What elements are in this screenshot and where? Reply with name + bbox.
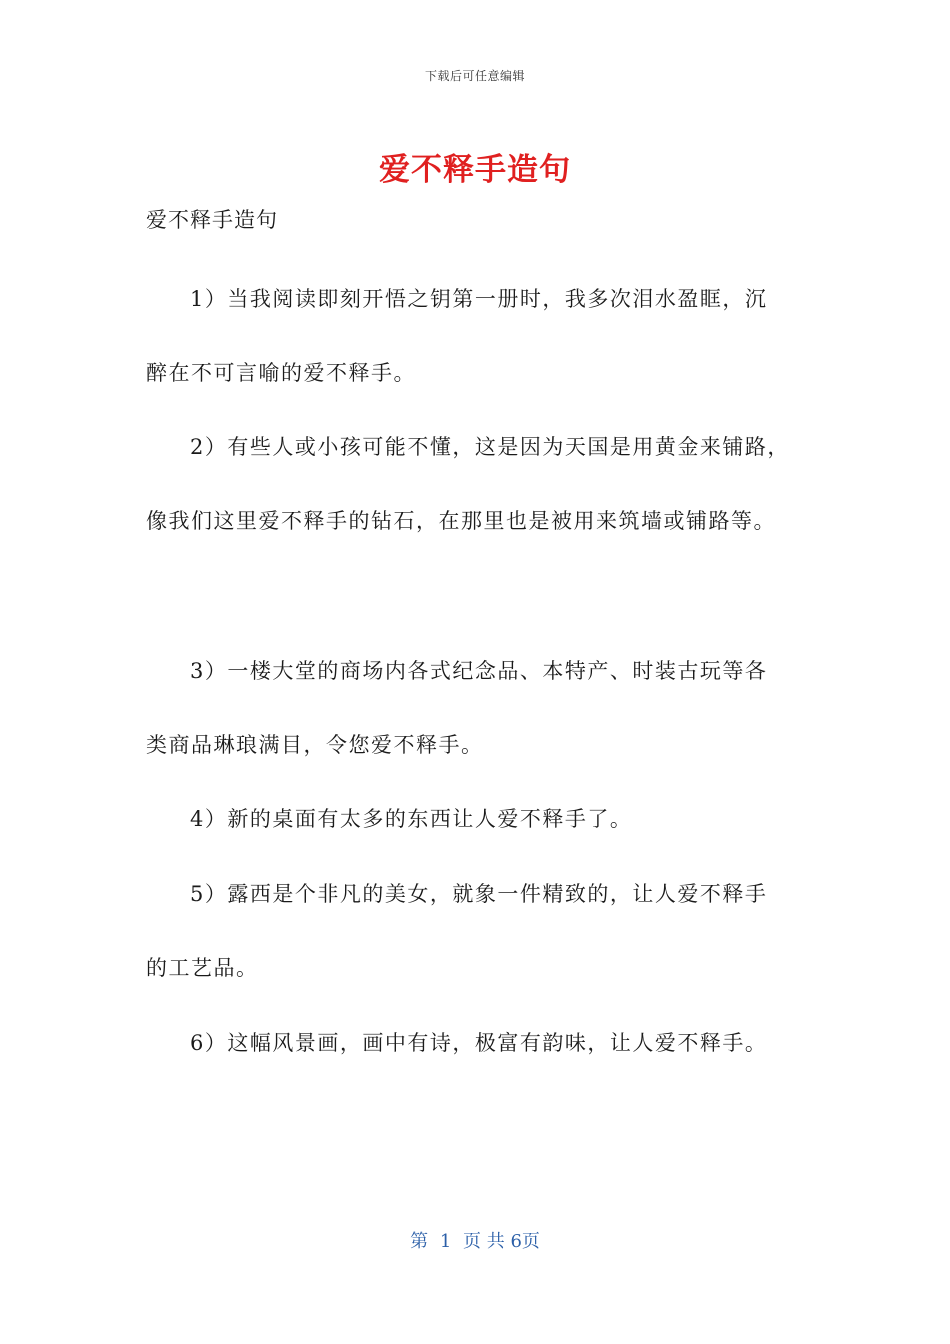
sentence-1-line-1: 1）当我阅读即刻开悟之钥第一册时，我多次泪水盈眶，沉 <box>190 287 768 311</box>
document-title: 爱不释手造句 <box>379 152 571 188</box>
sentence-6-line-1: 6）这幅风景画，画中有诗，极富有韵味，让人爱不释手。 <box>190 1031 768 1055</box>
sentence-2-line-1: 2）有些人或小孩可能不懂，这是因为天国是用黄金来铺路， <box>190 435 790 459</box>
header-note: 下载后可任意编辑 <box>424 69 525 83</box>
footer-prefix: 第 <box>410 1231 429 1252</box>
document-subtitle: 爱不释手造句 <box>146 208 278 232</box>
sentence-5-line-1: 5）露西是个非凡的美女，就象一件精致的，让人爱不释手 <box>190 882 768 906</box>
sentence-2-line-2: 像我们这里爱不释手的钻石，在那里也是被用来筑墙或铺路等。 <box>146 509 776 533</box>
sentence-5-line-2: 的工艺品。 <box>146 956 259 980</box>
page-footer <box>0 1227 950 1253</box>
sentence-3-line-2: 类商品琳琅满目，令您爱不释手。 <box>146 733 484 757</box>
footer-page-number: 1 <box>439 1231 452 1252</box>
sentence-3-line-1: 3）一楼大堂的商场内各式纪念品、本特产、时装古玩等各 <box>190 659 768 683</box>
footer-total: 6页 <box>510 1231 540 1252</box>
footer-middle: 页 共 <box>463 1231 505 1252</box>
sentence-4-line-1: 4）新的桌面有太多的东西让人爱不释手了。 <box>190 807 633 831</box>
sentence-1-line-2: 醉在不可言喻的爱不释手。 <box>146 361 416 385</box>
